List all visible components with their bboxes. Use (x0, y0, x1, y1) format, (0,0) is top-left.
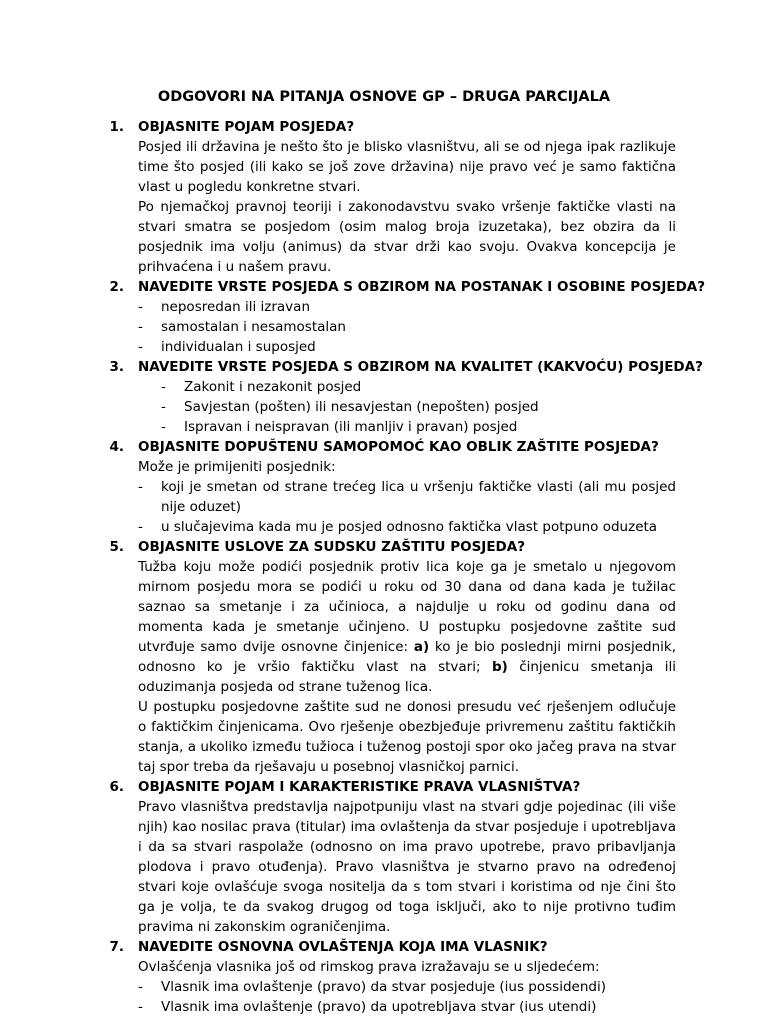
answer-paragraph: Ovlašćenja vlasnika još od rimskog prava izražavaju se u sljedećem: (138, 959, 600, 975)
dash-bullet: - (138, 519, 143, 535)
list-item-text: samostalan i nesamostalan (161, 319, 346, 335)
list-item-text: individualan i suposjed (161, 339, 316, 355)
answer-paragraph: Može je primijeniti posjednik: (138, 459, 336, 475)
list-item-text: Ispravan i neispravan (ili manljiv i pravan) posjed (184, 419, 518, 435)
dash-bullet: - (161, 399, 166, 415)
item-label-a: a) (413, 639, 430, 655)
question-number: 2. (109, 279, 124, 295)
dash-bullet: - (138, 979, 143, 995)
answer-text: ko je bio poslednji mirni posjednik, odnosno ko je vršio faktičku vlast na stvari; (138, 639, 677, 675)
question-3 (0, 357, 768, 377)
list-item-text: Vlasnik ima ovlaštenje (pravo) da upotrebljava stvar (ius utendi) (161, 999, 597, 1015)
answer-paragraph: Pravo vlasništva predstavlja najpotpuniju vlast na stvari gdje pojedinac (ili više njih) kao nosilac prava (titular) ima ovlaštenja da stvar posjeduje i upotrebljava i da sa stvari raspolaže (odnosno on ima pravo upotrebe, pravo pribavljanja plodova i pravo otuđenja). Pravo vlasništva je stvarno pravo na određenoj stvari koje ovlašćuje svoga nositelja da s tom stvari i koristima od nje čini što ga je volja, te da svakog drugog od toga isključi, ako to nije protivno tuđim pravima ni zakonskim ograničenjima. (138, 799, 676, 935)
list-item-text: u slučajevima kada mu je posjed odnosno faktička vlast potpuno oduzeta (161, 519, 658, 535)
question-number: 6. (109, 779, 124, 795)
question-heading: NAVEDITE OSNOVNA OVLAŠTENJA KOJA IMA VLASNIK? (138, 939, 548, 955)
question-heading: NAVEDITE VRSTE POSJEDA S OBZIROM NA KVALITET (KAKVOĆU) POSJEDA? (138, 359, 703, 375)
list-item-text: neposredan ili izravan (161, 299, 310, 315)
list-item (0, 977, 768, 997)
question-number: 3. (109, 359, 124, 375)
question-number: 4. (109, 439, 124, 455)
answer-paragraph: U postupku posjedovne zaštite sud ne donosi presudu već rješenjem odlučuje o faktičkim činjenicama. Ovo rješenje obezbjeđuje privremenu zaštitu faktičkih stanja, a ukoliko između tužioca i tuženog postoji spor oko jačeg prava na stvar taj spor treba da rješavaju u posebnoj vlasničkoj parnici. (138, 699, 676, 775)
question-7 (0, 937, 768, 957)
list-item (0, 997, 768, 1017)
list-item (0, 297, 768, 317)
list-item (0, 517, 768, 537)
question-heading: OBJASNITE USLOVE ZA SUDSKU ZAŠTITU POSJEDA? (138, 539, 526, 555)
answer-paragraph: Po njemačkoj pravnoj teoriji i zakonodavstvu svako vršenje faktičke vlasti na stvari smatra se posjedom (osim malog broja izuzetaka), bez obzira da li posjednik ima volju (animus) da stvar drži kao svoju. Ovakva koncepcija je prihvaćena i u našem pravu. (138, 199, 676, 275)
dash-bullet: - (138, 299, 143, 315)
answer-text: činjenicu smetanja ili oduzimanja posjeda od strane tuženog lica. (138, 659, 676, 695)
dash-bullet: - (138, 319, 143, 335)
list-item (0, 377, 768, 397)
dash-bullet: - (138, 479, 143, 495)
dash-bullet: - (161, 379, 166, 395)
question-heading: OBJASNITE POJAM I KARAKTERISTIKE PRAVA VLASNIŠTVA? (138, 779, 581, 795)
question-6 (0, 777, 768, 797)
list-item-text: koji je smetan od strane trećeg lica u vršenju faktičke vlasti (ali mu posjed nije oduzet) (161, 479, 676, 515)
item-label-b: b) (491, 659, 508, 675)
list-item-text: Vlasnik ima ovlaštenje (pravo) da stvar posjeduje (ius possidendi) (161, 979, 606, 995)
question-4 (0, 437, 768, 457)
question-number: 5. (109, 539, 124, 555)
list-item-text: Zakonit i nezakonit posjed (184, 379, 362, 395)
question-heading: NAVEDITE VRSTE POSJEDA S OBZIROM NA POSTANAK I OSOBINE POSJEDA? (138, 279, 706, 295)
question-heading: OBJASNITE POJAM POSJEDA? (138, 119, 355, 135)
document-title: ODGOVORI NA PITANJA OSNOVE GP – DRUGA PARCIJALA (157, 89, 611, 105)
question-heading: OBJASNITE DOPUŠTENU SAMOPOMOĆ KAO OBLIK ZAŠTITE POSJEDA? (138, 439, 659, 455)
list-item-text: Savjestan (pošten) ili nesavjestan (nepošten) posjed (184, 399, 539, 415)
dash-bullet: - (138, 339, 143, 355)
list-item (0, 477, 768, 517)
list-item (0, 317, 768, 337)
document-body (0, 117, 768, 1017)
question-number: 1. (109, 119, 124, 135)
question-2 (0, 277, 768, 297)
list-item (0, 337, 768, 357)
list-item (0, 417, 768, 437)
dash-bullet: - (161, 419, 166, 435)
question-1 (0, 117, 768, 137)
question-5 (0, 537, 768, 557)
list-item (0, 397, 768, 417)
answer-paragraph (138, 557, 676, 697)
question-number: 7. (109, 939, 124, 955)
answer-text: Tužba koju može podići posjednik protiv lica koje ga je smetalo u njegovom mirnom posjedu mora se podići u roku od 30 dana od dana kada je tužilac saznao sa smetanje i za učinioca, a najdulje u roku od godinu dana od momenta kada je smetanje učinjeno. U postupku posjedovne zaštite sud utvrđuje samo dvije osnovne činjenice: (138, 559, 676, 655)
dash-bullet: - (138, 999, 143, 1015)
answer-paragraph: Posjed ili državina je nešto što je blisko vlasništvu, ali se od njega ipak razlikuje time što posjed (ili kako se još zove državina) nije pravo već je samo faktična vlast u pogledu konkretne stvari. (138, 139, 676, 195)
